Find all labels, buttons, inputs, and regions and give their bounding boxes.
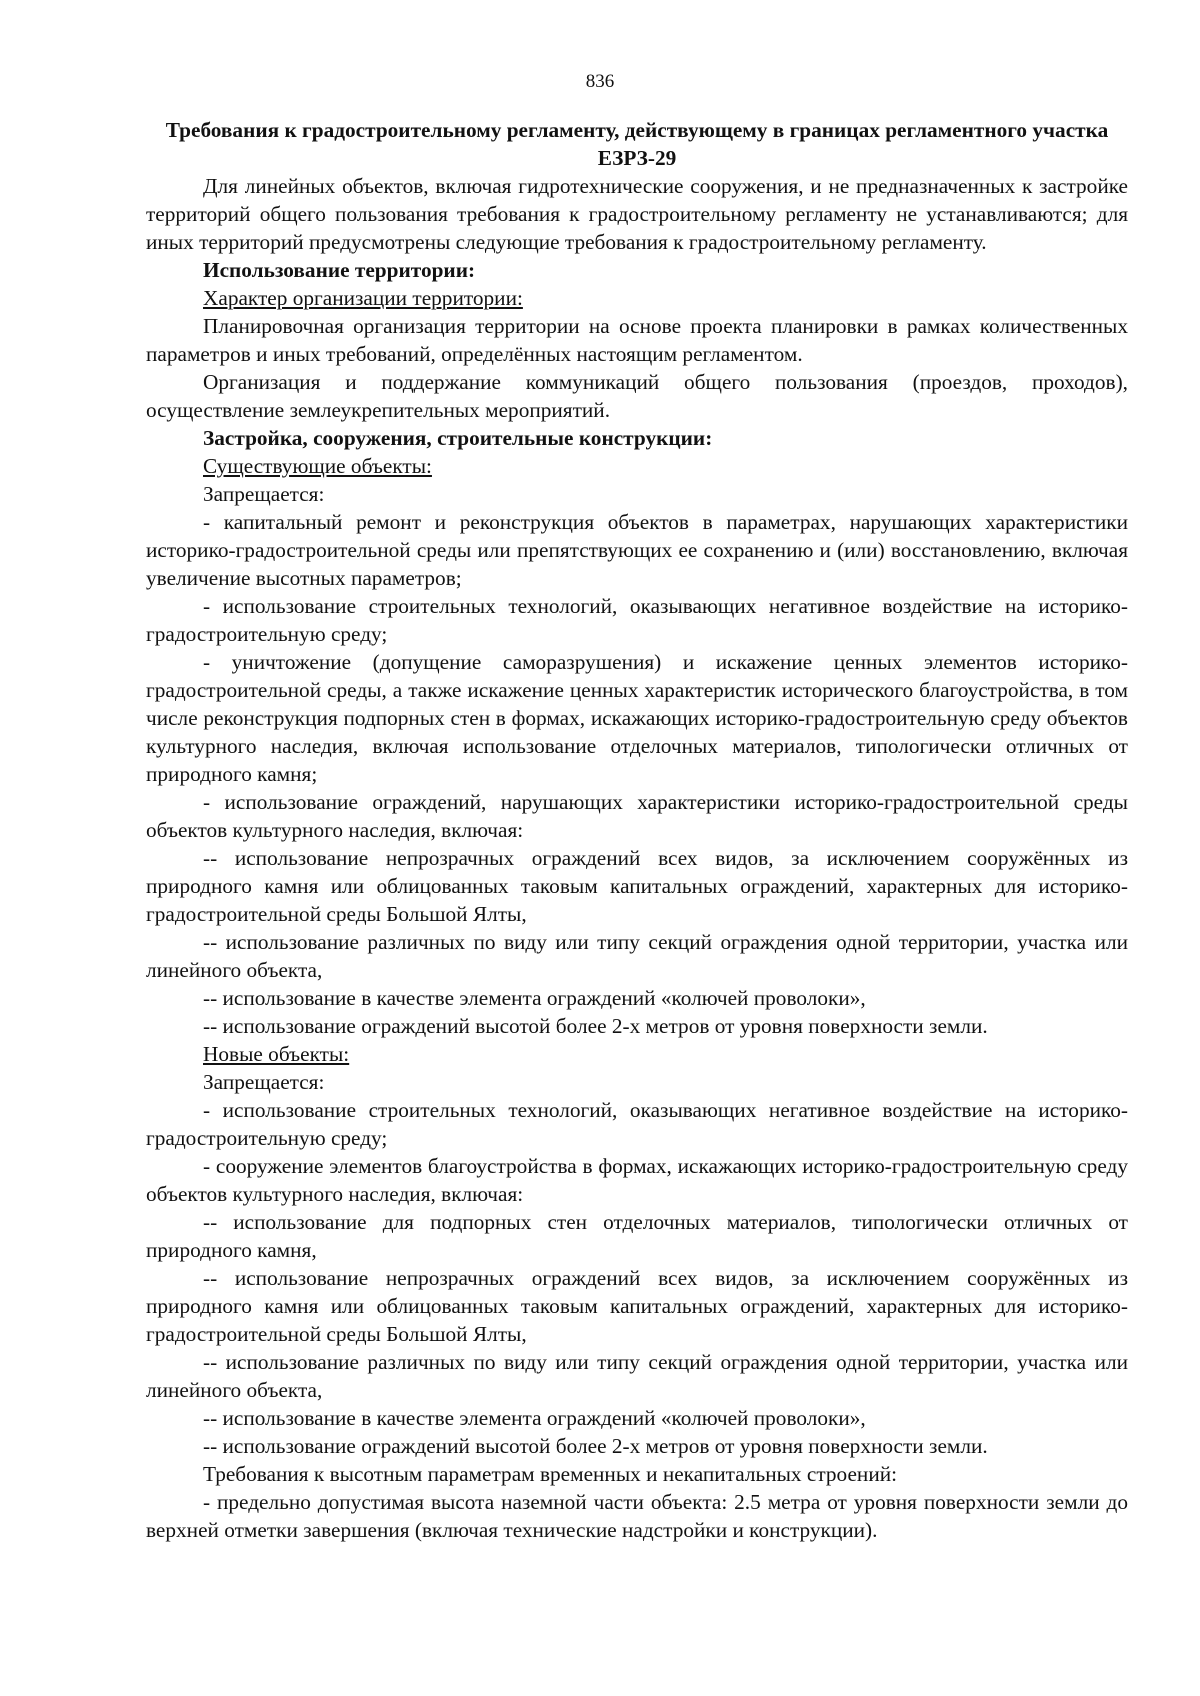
paragraph: Для линейных объектов, включая гидротехнические сооружения, и не предназначенных к застройке территорий общего пользования требования к градостроительному регламенту не устанавливаются; для иных территорий предусмотрены следующие требования к градостроительному регламенту. [146, 174, 1128, 254]
paragraph: Планировочная организация территории на основе проекта планировки в рамках количественных параметров и иных требований, определённых настоящим регламентом. [146, 314, 1128, 366]
paragraph: -- использование для подпорных стен отделочных материалов, типологически отличных от природного камня, [146, 1210, 1128, 1262]
paragraph-label: Запрещается: [203, 1070, 325, 1094]
document-title: Требования к градостроительному регламенту, действующему в границах регламентного участка ЕЗРЗ-29 [165, 118, 1109, 170]
paragraph: - капитальный ремонт и реконструкция объектов в параметрах, нарушающих характеристики историко-градостроительной среды или препятствующих ее сохранению и (или) восстановлению, включая увеличение высотных параметров; [146, 510, 1128, 590]
paragraph: - предельно допустимая высота наземной части объекта: 2.5 метра от уровня поверхности земли до верхней отметки завершения (включая технические надстройки и конструкции). [146, 1490, 1128, 1542]
paragraph: -- использование в качестве элемента ограждений «колючей проволоки», [203, 1406, 866, 1430]
paragraph: -- использование ограждений высотой более 2-х метров от уровня поверхности земли. [203, 1014, 988, 1038]
paragraph: - использование ограждений, нарушающих характеристики историко-градостроительной среды объектов культурного наследия, включая: [146, 790, 1128, 842]
paragraph: - сооружение элементов благоустройства в формах, искажающих историко-градостроительную среду объектов культурного наследия, включая: [146, 1154, 1128, 1206]
section-heading: Использование территории: [203, 258, 476, 282]
document-body [146, 116, 1128, 1544]
paragraph: -- использование различных по виду или типу секций ограждения одной территории, участка или линейного объекта, [146, 1350, 1128, 1402]
paragraph: - уничтожение (допущение саморазрушения) и искажение ценных элементов историко-градостроительной среды, а также искажение ценных характеристик исторического благоустройства, в том числе реконструкция подпорных стен в формах, искажающих историко-градостроительную среду объектов культурного наследия, включая использование отделочных материалов, типологически отличных от природного камня; [146, 650, 1128, 786]
paragraph: - использование строительных технологий, оказывающих негативное воздействие на историко-градостроительную среду; [146, 1098, 1128, 1150]
paragraph: - использование строительных технологий, оказывающих негативное воздействие на историко-градостроительную среду; [146, 594, 1128, 646]
paragraph-label: Требования к высотным параметрам временных и некапитальных строений: [203, 1462, 898, 1486]
subsection-heading: Новые объекты: [203, 1042, 350, 1066]
paragraph-label: Запрещается: [203, 482, 325, 506]
paragraph: -- использование ограждений высотой более 2-х метров от уровня поверхности земли. [203, 1434, 988, 1458]
page-number: 836 [585, 71, 615, 92]
paragraph: -- использование непрозрачных ограждений всех видов, за исключением сооружённых из природного камня или облицованных таковым капитальных ограждений, характерных для историко-градостроительной среды Большой Ялты, [146, 1266, 1128, 1346]
subsection-heading: Существующие объекты: [203, 454, 432, 478]
paragraph: -- использование в качестве элемента ограждений «колючей проволоки», [203, 986, 866, 1010]
section-heading: Застройка, сооружения, строительные конструкции: [203, 426, 713, 450]
paragraph: -- использование различных по виду или типу секций ограждения одной территории, участка или линейного объекта, [146, 930, 1128, 982]
paragraph: Организация и поддержание коммуникаций общего пользования (проездов, проходов), осуществление землеукрепительных мероприятий. [146, 370, 1128, 422]
paragraph: -- использование непрозрачных ограждений всех видов, за исключением сооружённых из природного камня или облицованных таковым капитальных ограждений, характерных для историко-градостроительной среды Большой Ялты, [146, 846, 1128, 926]
subsection-heading: Характер организации территории: [203, 286, 523, 310]
